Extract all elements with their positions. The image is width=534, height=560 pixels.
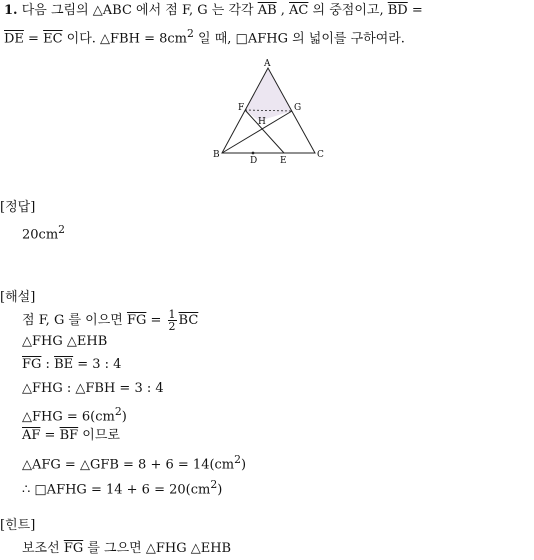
point-d — [252, 152, 255, 155]
answer-header: [정답] — [0, 200, 36, 215]
problem-text: 의 중점이고, — [308, 3, 388, 18]
segment-fg-text: $\overline{FG}$ — [126, 313, 147, 328]
problem-text: = — [407, 3, 423, 18]
superscript: 2 — [187, 27, 194, 40]
hint-header: [힌트] — [0, 518, 36, 533]
answer-value: 20cm — [22, 227, 59, 243]
superscript: 2 — [210, 478, 218, 491]
solution-text: △FHG = 6(cm — [22, 409, 115, 425]
solution-text: 점 F, G 를 이으면 — [22, 313, 127, 328]
segment-fg-text: $\overline{FG}$ — [63, 541, 84, 556]
superscript: 2 — [234, 453, 242, 466]
label-d: D — [250, 156, 258, 166]
solution-line-4: △FHG : △FBH = 3 : 4 — [22, 381, 164, 396]
label-a: A — [264, 59, 271, 69]
problem-text: 다음 그림의 △ABC 에서 점 F, G 는 각각 — [21, 3, 258, 18]
label-b: B — [213, 150, 220, 160]
solution-line-1 — [22, 309, 198, 332]
superscript: 2 — [58, 223, 66, 236]
problem-number: 1. — [4, 3, 18, 18]
solution-text: = — [40, 428, 60, 443]
segment-bd: $\overline{BD}$ — [387, 3, 408, 18]
fraction-numerator: 1 — [168, 308, 176, 321]
answer-value-line — [22, 222, 65, 243]
solution-text: : — [41, 357, 55, 372]
solution-text: 이므로 — [78, 428, 120, 443]
solution-line-8 — [22, 477, 222, 498]
fraction-one-half — [168, 309, 177, 332]
problem-text: , — [276, 3, 290, 18]
solution-line-3 — [22, 357, 121, 373]
solution-text: = — [146, 313, 166, 328]
solution-text: ) — [241, 457, 247, 473]
segment-bf-text: $\overline{BF}$ — [59, 428, 79, 443]
problem-text: = — [23, 31, 44, 47]
label-e: E — [280, 156, 287, 166]
solution-text: ∴ □AFHG = 14 + 6 = 20(cm — [22, 482, 211, 498]
solution-line-2: △FHG △EHB — [22, 334, 108, 349]
problem-text: 이다. △FBH = 8cm — [62, 31, 187, 47]
segment-ec: $\overline{EC}$ — [43, 31, 63, 47]
solution-text: ) — [217, 482, 223, 498]
label-g: G — [294, 103, 302, 113]
label-c: C — [317, 150, 324, 160]
hint-text: 보조선 — [22, 541, 64, 556]
solution-header: [해설] — [0, 290, 36, 305]
segment-be-text: $\overline{BE}$ — [54, 357, 74, 372]
problem-text: 일 때, □AFHG 의 넓이를 구하여라. — [193, 31, 405, 47]
segment-ac: $\overline{AC}$ — [289, 3, 309, 18]
hint-line — [22, 541, 231, 557]
superscript: 2 — [114, 405, 122, 418]
segment-ab: $\overline{AB}$ — [257, 3, 277, 18]
segment-af-text: $\overline{AF}$ — [22, 428, 41, 443]
fraction-denominator: 2 — [168, 320, 176, 333]
label-f: F — [238, 103, 245, 113]
hint-text: 를 그으면 △FHG △EHB — [83, 541, 232, 556]
solution-text: △AFG = △GFB = 8 + 6 = 14(cm — [22, 457, 235, 473]
solution-line-7 — [22, 452, 246, 473]
segment-fg-text: $\overline{FG}$ — [22, 357, 42, 372]
solution-line-6 — [22, 428, 120, 444]
solution-line-5 — [22, 404, 127, 425]
segment-bc-text: $\overline{BC}$ — [178, 313, 199, 328]
segment-de: $\overline{DE}$ — [4, 31, 24, 47]
solution-text: ) — [121, 409, 127, 425]
label-h: H — [258, 117, 266, 127]
solution-text: = 3 : 4 — [73, 357, 122, 372]
quad-afhg-shade — [245, 68, 292, 121]
